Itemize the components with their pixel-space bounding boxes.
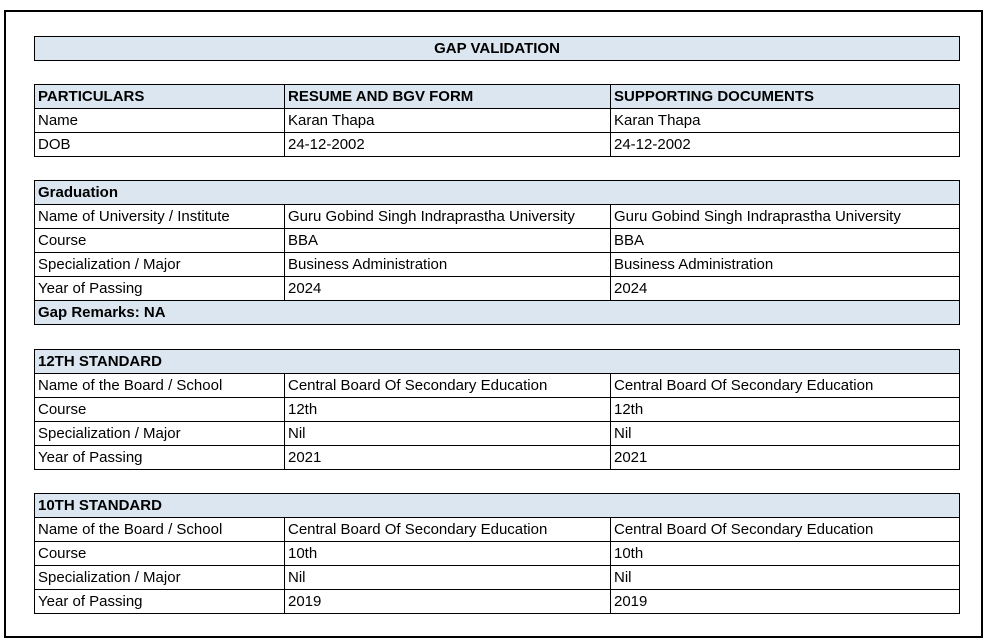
table-row — [35, 133, 960, 157]
table-row — [35, 109, 960, 133]
table-row — [35, 590, 960, 614]
section-header-row — [35, 350, 960, 374]
resume-value: BBA — [285, 229, 611, 253]
document-frame — [4, 10, 983, 638]
particulars-table — [34, 84, 960, 157]
section-heading-10th: 10TH STANDARD — [35, 494, 960, 518]
row-label: Name of the Board / School — [35, 518, 285, 542]
row-label: DOB — [35, 133, 285, 157]
section-heading-12th: 12TH STANDARD — [35, 350, 960, 374]
table-row — [35, 518, 960, 542]
resume-value: Nil — [285, 566, 611, 590]
resume-value: Guru Gobind Singh Indraprastha University — [285, 205, 611, 229]
resume-value: 12th — [285, 398, 611, 422]
graduation-table — [34, 180, 960, 325]
resume-value: Business Administration — [285, 253, 611, 277]
page-title: GAP VALIDATION — [35, 37, 960, 61]
column-header-particulars: PARTICULARS — [35, 85, 285, 109]
column-header-documents: SUPPORTING DOCUMENTS — [611, 85, 960, 109]
row-label: Name of the Board / School — [35, 374, 285, 398]
row-label: Year of Passing — [35, 277, 285, 301]
resume-value: 2019 — [285, 590, 611, 614]
document-value: Central Board Of Secondary Education — [611, 518, 960, 542]
resume-value: 10th — [285, 542, 611, 566]
document-value: 12th — [611, 398, 960, 422]
row-label: Specialization / Major — [35, 253, 285, 277]
resume-value: 2024 — [285, 277, 611, 301]
resume-value: 24-12-2002 — [285, 133, 611, 157]
row-label: Specialization / Major — [35, 566, 285, 590]
title-table — [34, 36, 960, 61]
document-value: Nil — [611, 566, 960, 590]
row-label: Year of Passing — [35, 446, 285, 470]
section-heading-graduation: Graduation — [35, 181, 960, 205]
document-value: 10th — [611, 542, 960, 566]
table-row — [35, 422, 960, 446]
gap-remarks: Gap Remarks: NA — [35, 301, 960, 325]
column-header-resume: RESUME AND BGV FORM — [285, 85, 611, 109]
resume-value: Nil — [285, 422, 611, 446]
title-row — [35, 37, 960, 61]
tenth-standard-table — [34, 493, 960, 614]
table-row — [35, 398, 960, 422]
section-header-row — [35, 181, 960, 205]
table-row — [35, 374, 960, 398]
document-value: Karan Thapa — [611, 109, 960, 133]
twelfth-standard-table — [34, 349, 960, 470]
resume-value: 2021 — [285, 446, 611, 470]
table-row — [35, 277, 960, 301]
gap-remarks-row — [35, 301, 960, 325]
row-label: Course — [35, 229, 285, 253]
document-value: BBA — [611, 229, 960, 253]
row-label: Course — [35, 398, 285, 422]
document-value: 24-12-2002 — [611, 133, 960, 157]
table-row — [35, 229, 960, 253]
document-value: 2019 — [611, 590, 960, 614]
row-label: Specialization / Major — [35, 422, 285, 446]
table-row — [35, 446, 960, 470]
table-row — [35, 542, 960, 566]
table-row — [35, 205, 960, 229]
document-value: 2021 — [611, 446, 960, 470]
table-row — [35, 566, 960, 590]
table-row — [35, 253, 960, 277]
row-label: Name — [35, 109, 285, 133]
resume-value: Central Board Of Secondary Education — [285, 518, 611, 542]
resume-value: Karan Thapa — [285, 109, 611, 133]
document-value: Guru Gobind Singh Indraprastha University — [611, 205, 960, 229]
column-header-row — [35, 85, 960, 109]
document-value: 2024 — [611, 277, 960, 301]
document-value: Business Administration — [611, 253, 960, 277]
document-value: Central Board Of Secondary Education — [611, 374, 960, 398]
resume-value: Central Board Of Secondary Education — [285, 374, 611, 398]
section-header-row — [35, 494, 960, 518]
document-value: Nil — [611, 422, 960, 446]
row-label: Course — [35, 542, 285, 566]
row-label: Year of Passing — [35, 590, 285, 614]
row-label: Name of University / Institute — [35, 205, 285, 229]
